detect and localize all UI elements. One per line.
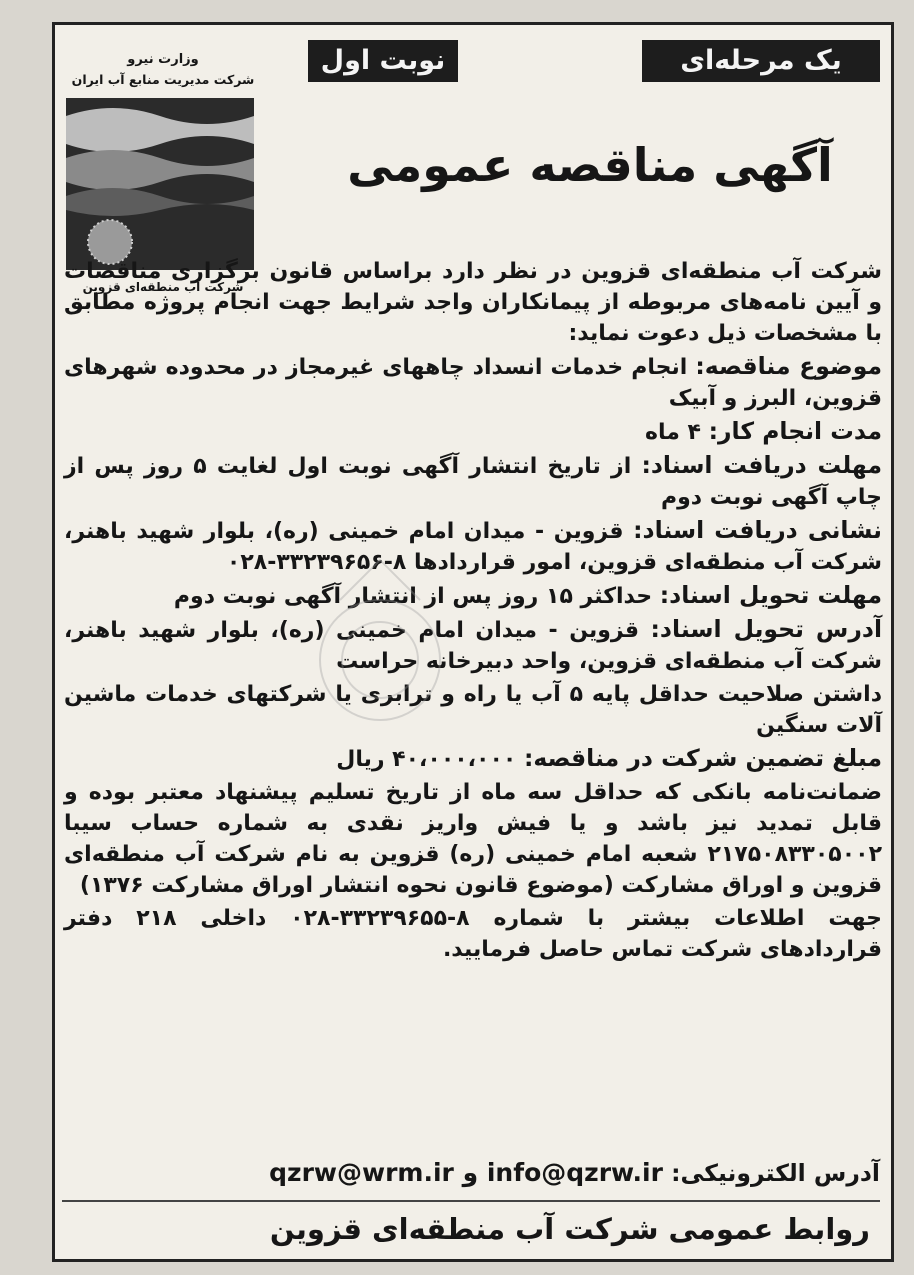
contact-emails[interactable]: qzrw@wrm.ir و info@qzrw.ir	[269, 1158, 663, 1187]
round-badge: نوبت اول	[308, 40, 458, 82]
page-title: آگهی مناقصه عمومی	[347, 138, 833, 192]
intro-text: در نظر دارد براساس قانون برگزاری مناقصات و آیین نامه‌های مربوطه از پیمانکاران واجد شرایط جهت انجام پروژه مطابق با مشخصات ذیل دعوت نماید:	[64, 259, 882, 346]
field-label: مدت انجام کار:	[708, 417, 882, 445]
field-label: مبلغ تضمین شرکت در مناقصه:	[523, 744, 882, 772]
field-label: آدرس تحویل اسناد:	[650, 615, 882, 643]
stage-badge: یک مرحله‌ای	[642, 40, 880, 82]
intro-company: شرکت آب منطقه‌ای قزوین	[581, 259, 882, 284]
footer-signature: روابط عمومی شرکت آب منطقه‌ای قزوین	[269, 1212, 870, 1246]
field-delivery-deadline	[64, 580, 882, 612]
field-label: موضوع مناقصه:	[695, 352, 882, 380]
field-label: نشانی دریافت اسناد:	[633, 516, 882, 544]
intro-paragraph	[64, 256, 882, 349]
guarantee-text: ضمانت‌نامه بانکی که حداقل سه ماه از تاریخ تسلیم پیشنهاد معتبر بوده و قابل تمدید نیز باشد و یا فیش واریز نقدی به شماره حساب سیبا ۲۱۷۵۰۸۳۳۰۵۰۰۲ شعبه امام خمینی (ره) قزوین به نام شرکت آب منطقه‌ای قزوین و اوراق مشارکت (موضوع قانون نحوه انتشار اوراق مشارکت ۱۳۷۶)	[64, 780, 882, 898]
field-value: قزوین - میدان امام خمینی (ره)، بلوار شهید باهنر، شرکت آب منطقه‌ای قزوین، واحد دبیرخانه حراست	[64, 618, 882, 674]
field-value: انجام خدمات انسداد چاههای غیرمجاز در محدوده شهرهای قزوین، البرز و آبیک	[64, 355, 882, 411]
field-value: قزوین - میدان امام خمینی (ره)، بلوار شهید باهنر، شرکت آب منطقه‌ای قزوین، امور قراردادها ۸-۳۳۲۳۹۶۵۶-۰۲۸	[64, 519, 882, 575]
info-text: جهت اطلاعات بیشتر با شماره ۸-۳۳۲۳۹۶۵۵-۰۲۸ داخلی ۲۱۸ دفتر قراردادهای شرکت تماس حاصل فرمایید.	[64, 906, 882, 962]
field-value: حداکثر ۱۵ روز پس از انتشار آگهی نوبت دوم	[173, 584, 660, 609]
field-value: ۴۰،۰۰۰،۰۰۰ ریال	[336, 747, 524, 772]
field-duration	[64, 416, 882, 448]
field-receive-address	[64, 515, 882, 578]
field-value: از تاریخ انتشار آگهی نوبت اول لغایت ۵ روز پس از چاپ آگهی نوبت دوم	[64, 454, 882, 510]
contact-line	[140, 1158, 880, 1187]
announcement-body	[64, 256, 882, 967]
field-subject	[64, 351, 882, 414]
logo-company-name: شرکت آب منطقه‌ای قزوین	[82, 280, 244, 294]
field-label: مهلت تحویل اسناد:	[659, 581, 882, 609]
organization-logo	[58, 46, 268, 294]
logo-ministry-text: وزارت نیرو	[127, 52, 199, 67]
water-waves-logo-icon	[66, 98, 254, 270]
field-delivery-address	[64, 614, 882, 677]
footer-divider	[62, 1200, 880, 1202]
field-label: مهلت دریافت اسناد:	[641, 451, 882, 479]
field-receive-deadline	[64, 450, 882, 513]
field-guarantee	[64, 743, 882, 775]
field-value: ۴ ماه	[644, 420, 709, 445]
contact-label: آدرس الکترونیکی:	[662, 1159, 880, 1187]
logo-org-text: شرکت مدیریت منابع آب ایران	[71, 72, 255, 87]
qualification-text: داشتن صلاحیت حداقل پایه ۵ آب یا راه و ترابری یا شرکتهای خدمات ماشین آلات سنگین	[64, 682, 882, 738]
